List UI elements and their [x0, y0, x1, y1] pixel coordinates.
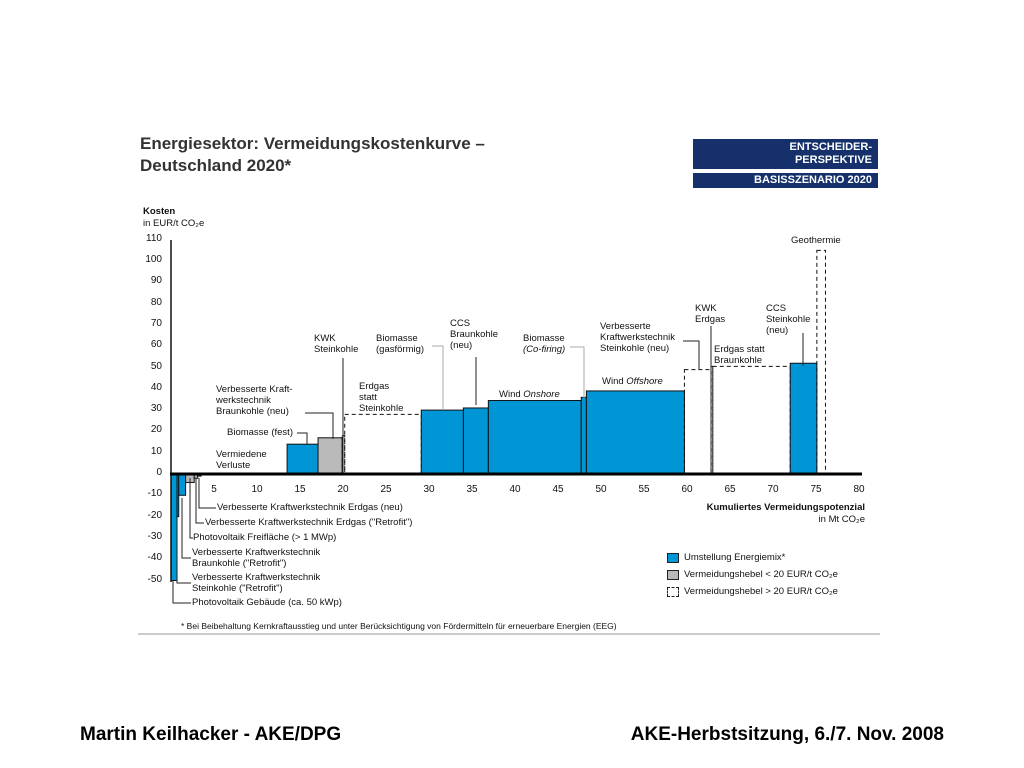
legend-label: Vermeidungshebel > 20 EUR/t CO₂e	[684, 586, 838, 597]
legend-label: Umstellung Energiemix*	[684, 552, 786, 563]
x-axis-unit: in Mt CO₂e	[818, 514, 865, 525]
label-erdgas-braunkohle: Erdgas statt Braunkohle	[714, 344, 765, 366]
y-tick-label: 100	[145, 254, 162, 265]
leader-line	[305, 413, 333, 439]
bar-geothermie	[817, 250, 826, 474]
label-neg: Verbesserte Kraftwerkstechnik Steinkohle ("Retrofit")	[192, 572, 321, 594]
legend-swatch-blue	[667, 553, 679, 563]
footnote: * Bei Beibehaltung Kernkraftausstieg und unter Berücksichtigung von Fördermitteln für erneuerbare Energien (EEG)	[181, 621, 617, 631]
x-tick-label: 20	[337, 484, 349, 495]
bar-verbesserte-kraftwerkstechnik-braunkohle-neu-	[318, 438, 342, 474]
label-ccs-braunkohle: CCS Braunkohle (neu)	[450, 318, 499, 351]
label-biomasse-cofiring: Biomasse (Co-firing)	[523, 333, 566, 355]
y-axis-unit: in EUR/t CO₂e	[143, 218, 205, 229]
leader-line	[190, 478, 193, 538]
x-tick-label: 30	[423, 484, 435, 495]
x-tick-label: 70	[767, 484, 779, 495]
legend-swatch-dashed	[667, 587, 679, 597]
y-tick-label: -30	[147, 530, 162, 542]
x-tick-label: 25	[380, 484, 392, 495]
x-tick-label: 65	[724, 484, 736, 495]
x-tick-label: 10	[251, 484, 263, 495]
label-vk-steinkohle-neu: Verbesserte Kraftwerkstechnik Steinkohle (neu)	[600, 321, 675, 354]
y-tick-label: 110	[146, 232, 162, 244]
label-kwk-erdgas: KWK Erdgas	[695, 303, 726, 325]
badge-line: PERSPEKTIVE	[794, 154, 872, 166]
y-tick-label: -50	[147, 573, 162, 585]
leader-line	[297, 433, 307, 445]
label-neg: Photovoltaik Freifläche (> 1 MWp)	[193, 532, 337, 543]
leader-line	[683, 341, 699, 370]
label-neg: Verbesserte Kraftwerkstechnik Erdgas (neu)	[217, 502, 403, 513]
label-geothermie: Geothermie	[791, 235, 841, 246]
bar-biomasse-fest-	[287, 444, 318, 474]
leader-line	[570, 347, 584, 398]
leader-line	[196, 478, 204, 523]
label-kwk-steinkohle: KWK Steinkohle	[314, 333, 359, 355]
bar-wind-offshore	[586, 391, 684, 474]
x-tick-label: 45	[552, 484, 564, 495]
title-line: Deutschland 2020*	[140, 156, 292, 175]
y-axis-title: Kosten	[143, 206, 176, 217]
label-biomasse-gas: Biomasse (gasförmig)	[376, 333, 425, 355]
label-ccs-steinkohle: CCS Steinkohle (neu)	[766, 303, 811, 336]
label-neg: Verbesserte Kraftwerkstechnik Braunkohle ("Retrofit")	[192, 547, 321, 569]
y-tick-label: 70	[150, 317, 162, 329]
bar-verbesserte-kraftwerkstechnik-braunkohle-retrofit-	[179, 474, 186, 495]
y-tick-label: 80	[150, 296, 162, 308]
y-tick-label: 0	[156, 467, 162, 478]
y-tick-label: -10	[147, 488, 162, 500]
leader-line	[432, 346, 443, 410]
title-line: Energiesektor: Vermeidungskostenkurve –	[140, 134, 485, 153]
x-tick-label: 15	[294, 484, 306, 495]
bar-biomasse-gasf-rmig-	[421, 410, 463, 474]
scenario-badge: BASISSZENARIO 2020	[693, 173, 878, 188]
label-neg: Photovoltaik Gebäude (ca. 50 kWp)	[192, 597, 342, 608]
y-tick-label: 10	[150, 445, 162, 457]
x-axis-title: Kumuliertes Vermeidungspotenzial	[706, 502, 865, 513]
label-wind-offshore: Wind Offshore	[602, 376, 663, 387]
x-tick-label: 50	[595, 484, 607, 495]
badge-line: ENTSCHEIDER-	[789, 141, 872, 153]
y-tick-label: 20	[150, 424, 162, 436]
x-tick-label: 60	[681, 484, 693, 495]
label-erdgas-steinkohle: Erdgas statt Steinkohle	[359, 381, 404, 414]
x-tick-label: 75	[810, 484, 822, 495]
label-wind-onshore: Wind Onshore	[499, 389, 560, 400]
bar-verbesserte-kraftwerkstechnik-steinkohle-neu-	[684, 370, 711, 474]
footer-event: AKE-Herbstsitzung, 6./7. Nov. 2008	[630, 724, 944, 745]
y-tick-label: 90	[150, 275, 162, 287]
bar-erdgas-statt-steinkohle	[345, 414, 422, 474]
x-tick-label: 5	[211, 484, 217, 495]
y-tick-label: 40	[150, 381, 162, 393]
y-tick-label: 60	[150, 339, 162, 351]
bar-photovoltaik-geb-ude-ca-50-kwp-	[171, 474, 177, 581]
y-tick-label: 30	[150, 403, 162, 415]
x-tick-label: 35	[466, 484, 478, 495]
leader-line	[177, 518, 191, 583]
footer-author: Martin Keilhacker - AKE/DPG	[80, 724, 342, 745]
y-tick-label: -20	[147, 509, 162, 521]
bar-biomasse-co-firing-	[581, 397, 586, 474]
x-tick-label: 55	[638, 484, 650, 495]
x-tick-label: 40	[509, 484, 521, 495]
bar-wind-onshore	[488, 401, 581, 474]
bar-erdgas-statt-braunkohle	[713, 366, 790, 474]
legend-label: Vermeidungshebel < 20 EUR/t CO₂e	[684, 569, 838, 580]
label-vermiedene-verluste: Vermiedene Verluste	[216, 449, 267, 471]
label-neg: Verbesserte Kraftwerkstechnik Erdgas ("Retrofit")	[205, 517, 413, 528]
bar-ccs-braunkohle-neu-	[463, 408, 488, 474]
y-tick-label: -40	[147, 552, 162, 564]
x-tick-label: 80	[853, 484, 865, 495]
y-tick-label: 50	[150, 360, 162, 372]
label-vk-braunkohle-neu: Verbesserte Kraft- werkstechnik Braunkohle (neu)	[216, 384, 293, 417]
label-biomasse-fest: Biomasse (fest)	[227, 427, 293, 438]
bar-ccs-steinkohle-neu-	[790, 363, 817, 474]
legend-swatch-grey	[667, 570, 679, 580]
